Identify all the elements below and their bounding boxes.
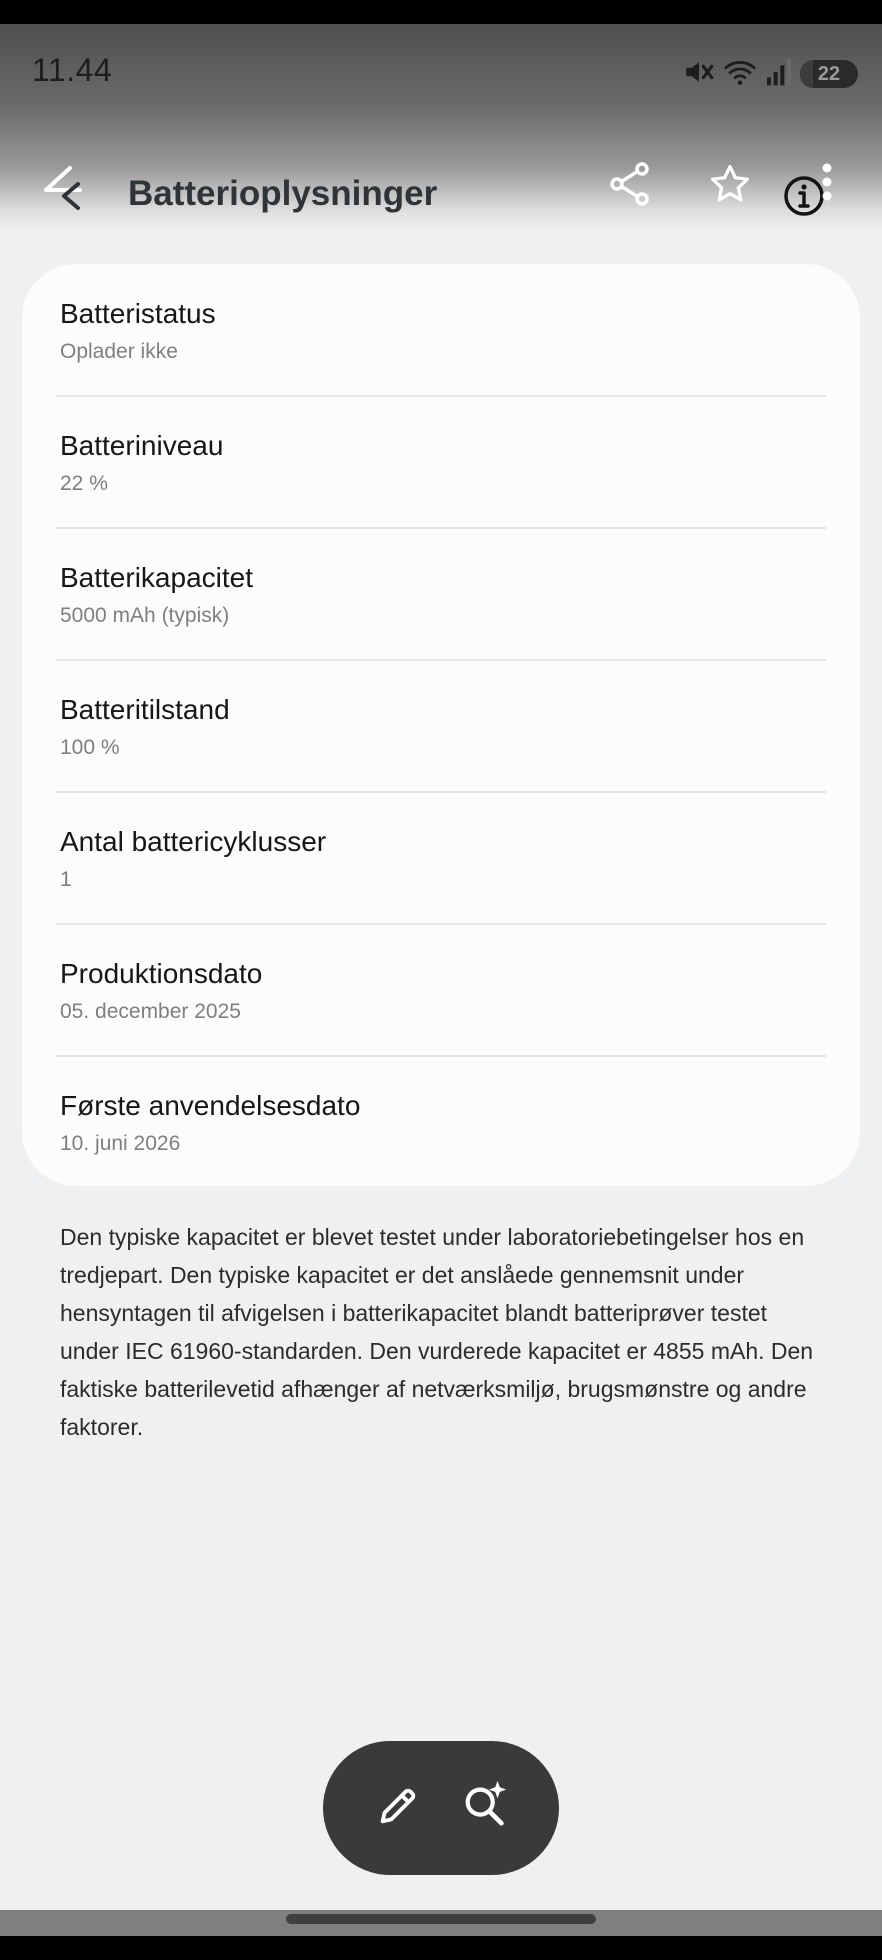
wifi-icon (722, 55, 758, 94)
top-bezel (0, 0, 882, 24)
row-battery-capacity[interactable] (22, 528, 860, 659)
edit-button[interactable] (365, 1775, 431, 1841)
row-label: Batteriniveau (60, 430, 224, 461)
more-options-button[interactable] (812, 160, 842, 210)
page-title: Batterioplysninger (128, 174, 438, 213)
battery-icon (800, 60, 858, 88)
row-label: Batteritilstand (60, 694, 230, 725)
row-label: Antal battericyklusser (60, 826, 327, 857)
favorite-button[interactable] (700, 156, 760, 216)
more-vert-icon (821, 162, 833, 209)
battery-info-card (22, 264, 860, 1186)
back-arrow-icon (40, 162, 92, 223)
row-label: Produktionsdato (60, 958, 263, 989)
cellular-signal-icon (764, 56, 794, 93)
row-label: Batterikapacitet (60, 562, 253, 593)
status-time: 11.44 (32, 52, 113, 88)
home-gesture-handle[interactable] (286, 1914, 596, 1924)
row-label: Første anvendelsesdato (60, 1090, 361, 1121)
row-battery-cycles[interactable] (22, 792, 860, 923)
row-battery-health[interactable] (22, 660, 860, 791)
mute-icon (682, 55, 716, 94)
back-button[interactable] (36, 162, 96, 222)
status-icons (682, 56, 858, 92)
share-button[interactable] (600, 156, 660, 216)
floating-action-bar (323, 1741, 559, 1875)
capacity-description: Den typiske kapacitet er blevet testet under laboratoriebetingelser hos en tredjepart. Den typiske kapacitet er det anslåede gennemsnit under hensyntagen til afvigelsen i batterikapacitet blandt batteriprøver testet under IEC 61960-standarden. Den vurderede kapacitet er 4855 mAh. Den faktiske batterilevetid afhænger af netværksmiljø, brugsmønstre og andre faktorer. (60, 1224, 814, 1440)
row-first-use-date[interactable] (22, 1056, 860, 1187)
row-production-date[interactable] (22, 924, 860, 1055)
row-value: 1 (60, 868, 72, 891)
row-value: 10. juni 2026 (60, 1132, 181, 1155)
row-value: 100 % (60, 736, 120, 759)
row-value: Oplader ikke (60, 340, 178, 363)
bottom-bezel (0, 1936, 882, 1960)
row-label: Batteristatus (60, 298, 216, 329)
pencil-icon (375, 1783, 421, 1834)
row-value: 05. december 2025 (60, 1000, 241, 1023)
star-icon (707, 162, 753, 211)
ai-search-icon (461, 1779, 511, 1834)
row-value: 22 % (60, 472, 108, 495)
row-value: 5000 mAh (typisk) (60, 604, 230, 627)
ai-search-button[interactable] (453, 1773, 519, 1839)
app-bar (0, 150, 882, 240)
row-battery-status[interactable] (22, 264, 860, 395)
share-icon (608, 161, 652, 212)
row-battery-level[interactable] (22, 396, 860, 527)
battery-level: 22 (817, 62, 841, 85)
